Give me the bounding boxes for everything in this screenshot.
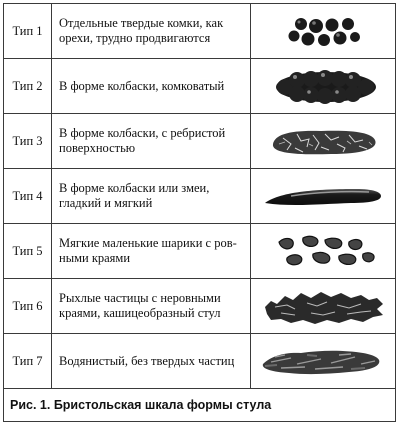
separate-lumps-icon <box>251 4 395 59</box>
table-row-type-1 <box>4 4 395 59</box>
type-1-illustration <box>251 4 395 58</box>
description-line: краями, кашицеобразный стул <box>59 306 221 320</box>
type-label: Тип 2 <box>4 59 52 113</box>
description-line: В форме колбаски, комковатый <box>59 78 225 93</box>
description-line: В форме колбаски, с ребристой <box>59 126 226 140</box>
bristol-scale-table <box>3 3 396 422</box>
type-description <box>52 224 251 278</box>
type-label: Тип 4 <box>4 169 52 223</box>
description-line: В форме колбаски или змеи, <box>59 181 210 195</box>
type-label: Тип 7 <box>4 334 52 388</box>
type-description <box>52 59 251 113</box>
table-row-type-3 <box>4 114 395 169</box>
description-line: ными краями <box>59 251 131 265</box>
type-label: Тип 6 <box>4 279 52 333</box>
type-label: Тип 5 <box>4 224 52 278</box>
lumpy-sausage-icon <box>251 59 395 114</box>
type-description <box>52 114 251 168</box>
watery-icon <box>251 334 395 389</box>
smooth-snake-icon <box>251 169 395 224</box>
description-line: Рыхлые частицы с неровными <box>59 291 221 305</box>
type-5-illustration <box>251 224 395 278</box>
type-7-illustration <box>251 334 395 388</box>
type-6-illustration <box>251 279 395 333</box>
type-3-illustration <box>251 114 395 168</box>
description-line: Отдельные твердые комки, как <box>59 16 224 30</box>
table-row-type-2 <box>4 59 395 114</box>
type-description <box>52 4 251 58</box>
table-row-type-4 <box>4 169 395 224</box>
description-line: Водянистый, без твердых частиц <box>59 353 235 368</box>
cracked-sausage-icon <box>251 114 395 169</box>
type-description <box>52 279 251 333</box>
soft-blobs-icon <box>251 224 395 279</box>
description-line: поверхностью <box>59 141 136 155</box>
type-description <box>52 169 251 223</box>
type-label: Тип 1 <box>4 4 52 58</box>
type-description <box>52 334 251 388</box>
type-label: Тип 3 <box>4 114 52 168</box>
table-row-type-7 <box>4 334 395 389</box>
table-row-type-5 <box>4 224 395 279</box>
type-2-illustration <box>251 59 395 113</box>
description-line: гладкий и мягкий <box>59 196 153 210</box>
table-row-type-6 <box>4 279 395 334</box>
mushy-pieces-icon <box>251 279 395 334</box>
description-line: Мягкие маленькие шарики с ров- <box>59 236 237 250</box>
figure-caption: Рис. 1. Бристольская шкала формы стула <box>10 398 272 412</box>
description-line: орехи, трудно продвигаются <box>59 31 211 45</box>
type-4-illustration <box>251 169 395 223</box>
